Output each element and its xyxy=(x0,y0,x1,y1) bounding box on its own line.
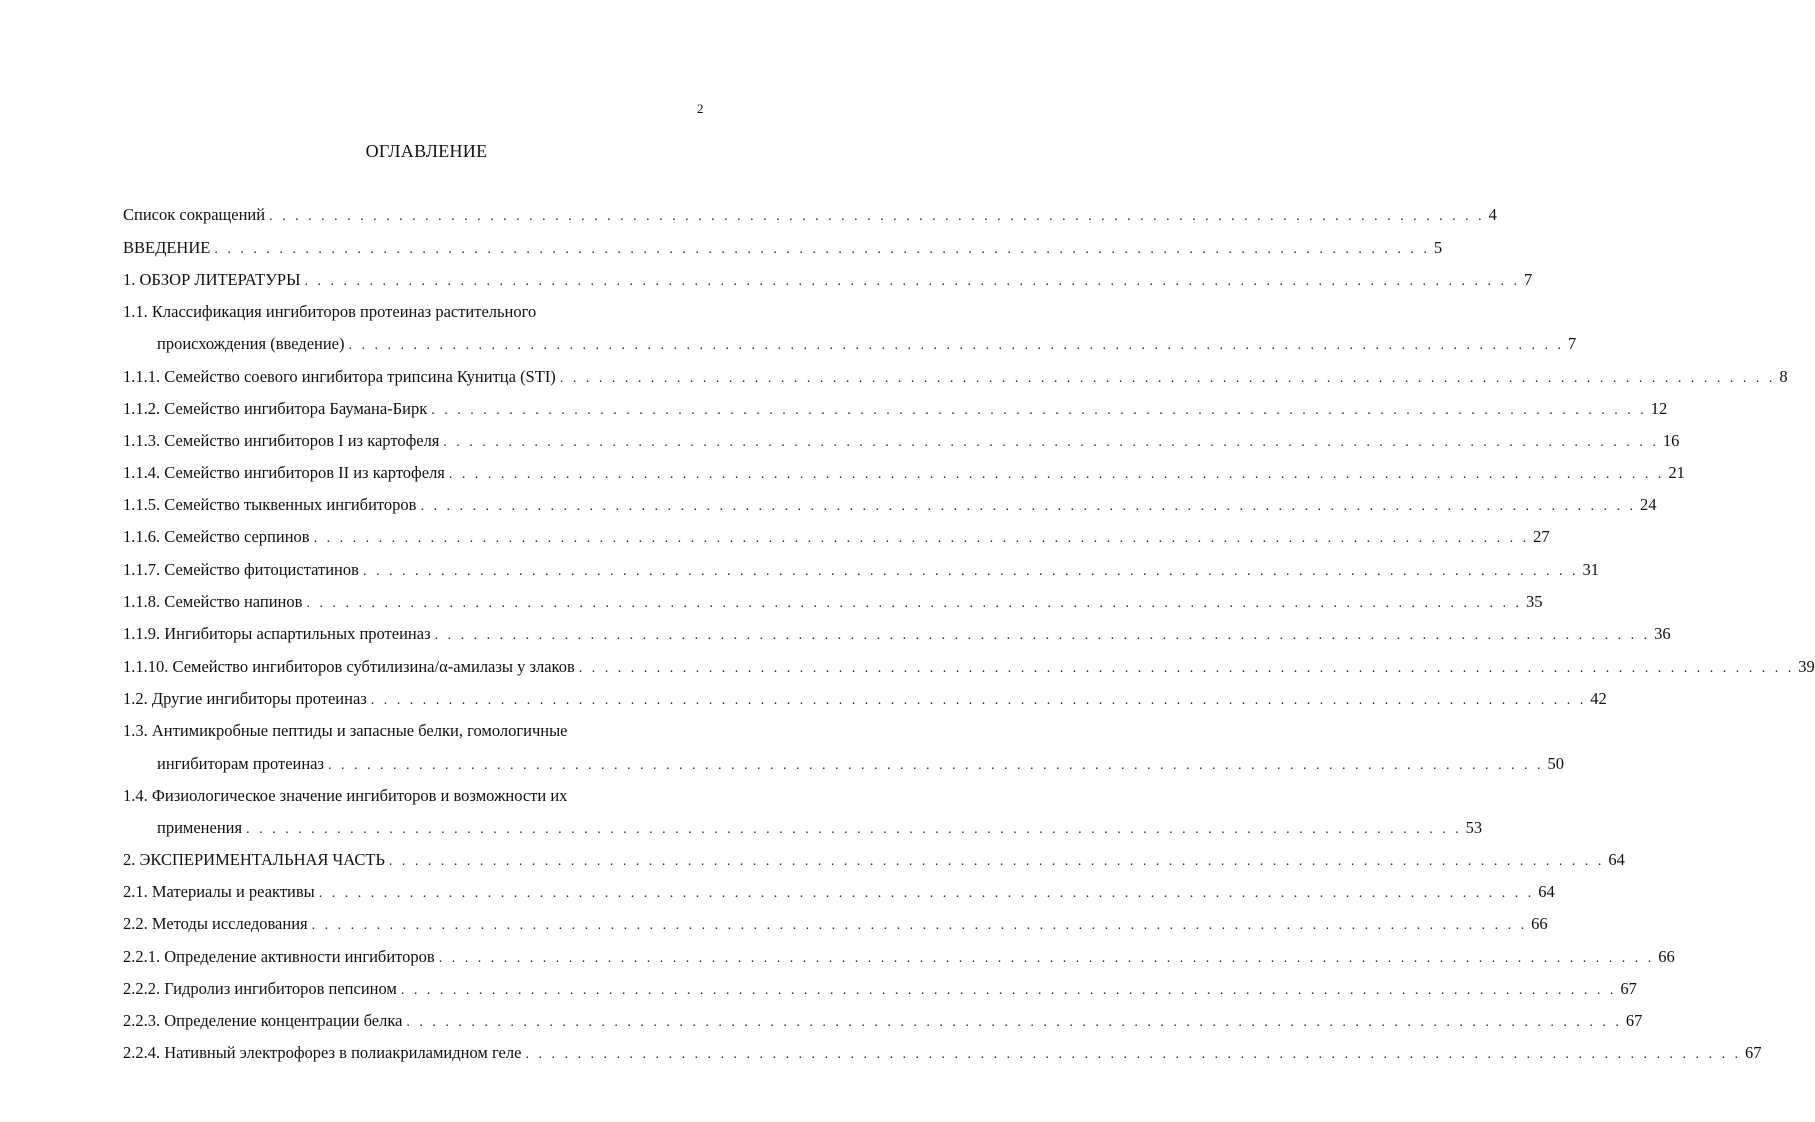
toc-entry-title: 2.2.4. Нативный электрофорез в полиакриламидном геле xyxy=(123,1043,522,1062)
toc-leader-dots: . . . . . . . . . . . . . . . . . . . . . . . . . . . . . . . . . . . . . . . . . . . . . . . . . . . . . . . . . . . . . . . . . . . . . . . . . . . . . . . . . . . . . . . . . . . . . . xyxy=(362,564,1579,579)
toc-entry xyxy=(123,367,1788,387)
toc-leader-dots: . . . . . . . . . . . . . . . . . . . . . . . . . . . . . . . . . . . . . . . . . . . . . . . . . . . . . . . . . . . . . . . . . . . . . . . . . . . . . . . . . . . . . . . . . . . . . . xyxy=(214,242,1430,257)
toc-entry-page: 67 xyxy=(1625,1011,1643,1030)
toc-leader-dots: . . . . . . . . . . . . . . . . . . . . . . . . . . . . . . . . . . . . . . . . . . . . . . . . . . . . . . . . . . . . . . . . . . . . . . . . . . . . . . . . . . . . . . . . . . . . . . xyxy=(420,499,1636,514)
toc-entry-page: 35 xyxy=(1525,592,1543,611)
toc-entry xyxy=(123,657,1815,677)
toc-entry-title: 2. ЭКСПЕРИМЕНТАЛЬНАЯ ЧАСТЬ xyxy=(123,850,385,869)
toc-entry-page: 4 xyxy=(1488,205,1497,224)
toc-entry xyxy=(123,914,1548,934)
toc-entry-page: 12 xyxy=(1650,399,1668,418)
toc-leader-dots: . . . . . . . . . . . . . . . . . . . . . . . . . . . . . . . . . . . . . . . . . . . . . . . . . . . . . . . . . . . . . . . . . . . . . . . . . . . . . . . . . . . . . . . . . . . . . . xyxy=(306,596,1522,611)
toc-leader-dots: . . . . . . . . . . . . . . . . . . . . . . . . . . . . . . . . . . . . . . . . . . . . . . . . . . . . . . . . . . . . . . . . . . . . . . . . . . . . . . . . . . . . . . . . . . . . . . xyxy=(313,531,1530,546)
toc-leader-dots: . . . . . . . . . . . . . . . . . . . . . . . . . . . . . . . . . . . . . . . . . . . . . . . . . . . . . . . . . . . . . . . . . . . . . . . . . . . . . . . . . . . . . . . . . . . . . . xyxy=(434,628,1651,643)
toc-entry-page: 67 xyxy=(1620,979,1637,998)
toc-entry xyxy=(123,527,1550,547)
toc-entry xyxy=(123,850,1625,870)
toc-entry xyxy=(123,947,1675,967)
toc-entry xyxy=(123,431,1680,451)
toc-entry-title: 1. ОБЗОР ЛИТЕРАТУРЫ xyxy=(123,270,301,289)
toc-entry-title-cont: ингибиторам протеиназ xyxy=(157,754,325,773)
toc-leader-dots: . . . . . . . . . . . . . . . . . . . . . . . . . . . . . . . . . . . . . . . . . . . . . . . . . . . . . . . . . . . . . . . . . . . . . . . . . . . . . . . . . . . . . . . . . . . . . . xyxy=(578,661,1795,676)
toc-entry-page: 5 xyxy=(1433,238,1443,257)
toc-leader-dots: . . . . . . . . . . . . . . . . . . . . . . . . . . . . . . . . . . . . . . . . . . . . . . . . . . . . . . . . . . . . . . . . . . . . . . . . . . . . . . . . . . . . . . . . . . . . . . xyxy=(438,951,1655,966)
toc-entry-title: 1.1.9. Ингибиторы аспартильных протеиназ xyxy=(123,624,431,643)
toc-entry-title: 2.1. Материалы и реактивы xyxy=(123,882,315,901)
toc-entry xyxy=(123,270,1533,290)
toc-leader-dots: . . . . . . . . . . . . . . . . . . . . . . . . . . . . . . . . . . . . . . . . . . . . . . . . . . . . . . . . . . . . . . . . . . . . . . . . . . . . . . . . . . . . . . . . . . . . . . xyxy=(311,918,1528,933)
toc-entry xyxy=(123,205,1497,225)
toc-entry xyxy=(123,1011,1643,1031)
toc-leader-dots: . . . . . . . . . . . . . . . . . . . . . . . . . . . . . . . . . . . . . . . . . . . . . . . . . . . . . . . . . . . . . . . . . . . . . . . . . . . . . . . . . . . . . . . . . . . . . . xyxy=(348,338,1565,353)
toc-entry-title: 1.1.2. Семейство ингибитора Баумана-Бирк xyxy=(123,399,428,418)
toc-entry xyxy=(123,463,1685,483)
toc-entry-title: 2.2.1. Определение активности ингибиторов xyxy=(123,947,435,966)
toc-entry-page: 36 xyxy=(1654,624,1671,643)
toc-entry-title: 1.1.4. Семейство ингибиторов II из картофеля xyxy=(123,463,445,482)
toc-leader-dots: . . . . . . . . . . . . . . . . . . . . . . . . . . . . . . . . . . . . . . . . . . . . . . . . . . . . . . . . . . . . . . . . . . . . . . . . . . . . . . . . . . . . . . . . . . . . . . xyxy=(328,758,1544,773)
toc-entry-title: 2.2.3. Определение концентрации белка xyxy=(123,1011,403,1030)
toc-entry-title: Список сокращений xyxy=(123,205,266,224)
toc-leader-dots: . . . . . . . . . . . . . . . . . . . . . . . . . . . . . . . . . . . . . . . . . . . . . . . . . . . . . . . . . . . . . . . . . . . . . . . . . . . . . . . . . . . . . . . . . . . . . . xyxy=(318,886,1535,901)
toc-leader-dots: . . . . . . . . . . . . . . . . . . . . . . . . . . . . . . . . . . . . . . . . . . . . . . . . . . . . . . . . . . . . . . . . . . . . . . . . . . . . . . . . . . . . . . . . . . . . . . xyxy=(448,467,1665,482)
toc-entry-title: 1.1.10. Семейство ингибиторов субтилизина/α-амилазы у злаков xyxy=(123,657,575,676)
page-title: ОГЛАВЛЕНИЕ xyxy=(365,141,488,161)
toc-entry-title: 1.1.5. Семейство тыквенных ингибиторов xyxy=(123,495,417,514)
toc-leader-dots: . . . . . . . . . . . . . . . . . . . . . . . . . . . . . . . . . . . . . . . . . . . . . . . . . . . . . . . . . . . . . . . . . . . . . . . . . . . . . . . . . . . . . . . . . . . . . . xyxy=(443,435,1659,450)
toc-entry-page: 53 xyxy=(1465,818,1483,837)
toc-leader-dots: . . . . . . . . . . . . . . . . . . . . . . . . . . . . . . . . . . . . . . . . . . . . . . . . . . . . . . . . . . . . . . . . . . . . . . . . . . . . . . . . . . . . . . . . . . . . . . xyxy=(246,822,1462,837)
toc-entry-title: ВВЕДЕНИЕ xyxy=(123,238,211,257)
toc-leader-dots: . . . . . . . . . . . . . . . . . . . . . . . . . . . . . . . . . . . . . . . . . . . . . . . . . . . . . . . . . . . . . . . . . . . . . . . . . . . . . . . . . . . . . . . . . . . . . . xyxy=(559,371,1776,386)
toc-leader-dots: . . . . . . . . . . . . . . . . . . . . . . . . . . . . . . . . . . . . . . . . . . . . . . . . . . . . . . . . . . . . . . . . . . . . . . . . . . . . . . . . . . . . . . . . . . . . . . xyxy=(431,403,1647,418)
toc-entry xyxy=(123,624,1671,644)
toc-entry xyxy=(123,495,1657,515)
toc-entry xyxy=(123,238,1443,258)
toc-entry xyxy=(123,592,1543,612)
toc-entry xyxy=(123,1043,1762,1063)
toc-entry-title-cont: применения xyxy=(157,818,243,837)
toc-entry xyxy=(123,721,737,741)
toc-entry-title-cont: происхождения (введение) xyxy=(157,334,345,353)
toc-leader-dots: . . . . . . . . . . . . . . . . . . . . . . . . . . . . . . . . . . . . . . . . . . . . . . . . . . . . . . . . . . . . . . . . . . . . . . . . . . . . . . . . . . . . . . . . . . . . . . xyxy=(406,1015,1622,1030)
toc-entry-page: 39 xyxy=(1798,657,1815,676)
toc-entry-page: 31 xyxy=(1582,560,1599,579)
toc-entry-page: 66 xyxy=(1531,914,1548,933)
toc-entry-page: 24 xyxy=(1639,495,1657,514)
toc-entry-page: 64 xyxy=(1608,850,1625,869)
toc-leader-dots: . . . . . . . . . . . . . . . . . . . . . . . . . . . . . . . . . . . . . . . . . . . . . . . . . . . . . . . . . . . . . . . . . . . . . . . . . . . . . . . . . . . . . . . . . . . . . . xyxy=(400,983,1617,998)
toc-leader-dots: . . . . . . . . . . . . . . . . . . . . . . . . . . . . . . . . . . . . . . . . . . . . . . . . . . . . . . . . . . . . . . . . . . . . . . . . . . . . . . . . . . . . . . . . . . . . . . xyxy=(370,693,1587,708)
toc-entry-page: 8 xyxy=(1779,367,1788,386)
toc-entry-page: 16 xyxy=(1662,431,1680,450)
toc-entry xyxy=(123,302,737,322)
toc-entry-page: 42 xyxy=(1590,689,1607,708)
toc-leader-dots: . . . . . . . . . . . . . . . . . . . . . . . . . . . . . . . . . . . . . . . . . . . . . . . . . . . . . . . . . . . . . . . . . . . . . . . . . . . . . . . . . . . . . . . . . . . . . . xyxy=(304,274,1520,289)
toc-entry-title: 2.2.2. Гидролиз ингибиторов пепсином xyxy=(123,979,397,998)
toc-entry-page: 21 xyxy=(1668,463,1685,482)
toc-entry xyxy=(123,786,737,806)
toc-entry-title: 1.1.8. Семейство напинов xyxy=(123,592,303,611)
toc-leader-dots: . . . . . . . . . . . . . . . . . . . . . . . . . . . . . . . . . . . . . . . . . . . . . . . . . . . . . . . . . . . . . . . . . . . . . . . . . . . . . . . . . . . . . . . . . . . . . . xyxy=(388,854,1605,869)
toc-entry-title: 1.3. Антимикробные пептиды и запасные белки, гомологичные xyxy=(123,721,568,740)
toc-entry-title: 1.1.1. Семейство соевого ингибитора трипсина Кунитца (STI) xyxy=(123,367,556,386)
toc-entry xyxy=(123,560,1599,580)
toc-entry-page: 7 xyxy=(1524,270,1533,289)
toc-entry xyxy=(123,399,1668,419)
toc-entry-continuation xyxy=(157,818,1483,838)
toc-entry-title: 1.1.7. Семейство фитоцистатинов xyxy=(123,560,359,579)
toc-entry-page: 67 xyxy=(1744,1043,1762,1062)
toc-entry xyxy=(123,979,1637,999)
toc-leader-dots: . . . . . . . . . . . . . . . . . . . . . . . . . . . . . . . . . . . . . . . . . . . . . . . . . . . . . . . . . . . . . . . . . . . . . . . . . . . . . . . . . . . . . . . . . . . . . . xyxy=(269,209,1485,224)
toc-leader-dots: . . . . . . . . . . . . . . . . . . . . . . . . . . . . . . . . . . . . . . . . . . . . . . . . . . . . . . . . . . . . . . . . . . . . . . . . . . . . . . . . . . . . . . . . . . . . . . xyxy=(525,1047,1741,1062)
toc-entry-title: 2.2. Методы исследования xyxy=(123,914,308,933)
toc-entry-page: 64 xyxy=(1538,882,1555,901)
toc-entry-continuation xyxy=(157,334,1577,354)
toc-entry-page: 27 xyxy=(1533,527,1550,546)
toc-entry-title: 1.1.6. Семейство серпинов xyxy=(123,527,310,546)
toc-entry-page: 7 xyxy=(1568,334,1577,353)
toc-entry-title: 1.1. Классификация ингибиторов протеиназ растительного xyxy=(123,302,537,321)
toc-entry xyxy=(123,882,1555,902)
toc-entry-title: 1.1.3. Семейство ингибиторов I из картофеля xyxy=(123,431,440,450)
toc-entry-page: 50 xyxy=(1547,754,1565,773)
toc-entry xyxy=(123,689,1607,709)
toc-entry-title: 1.2. Другие ингибиторы протеиназ xyxy=(123,689,367,708)
page-number: 2 xyxy=(697,101,704,116)
toc-entry-continuation xyxy=(157,754,1565,774)
toc-entry-title: 1.4. Физиологическое значение ингибиторов и возможности их xyxy=(123,786,568,805)
toc-entry-page: 66 xyxy=(1658,947,1675,966)
